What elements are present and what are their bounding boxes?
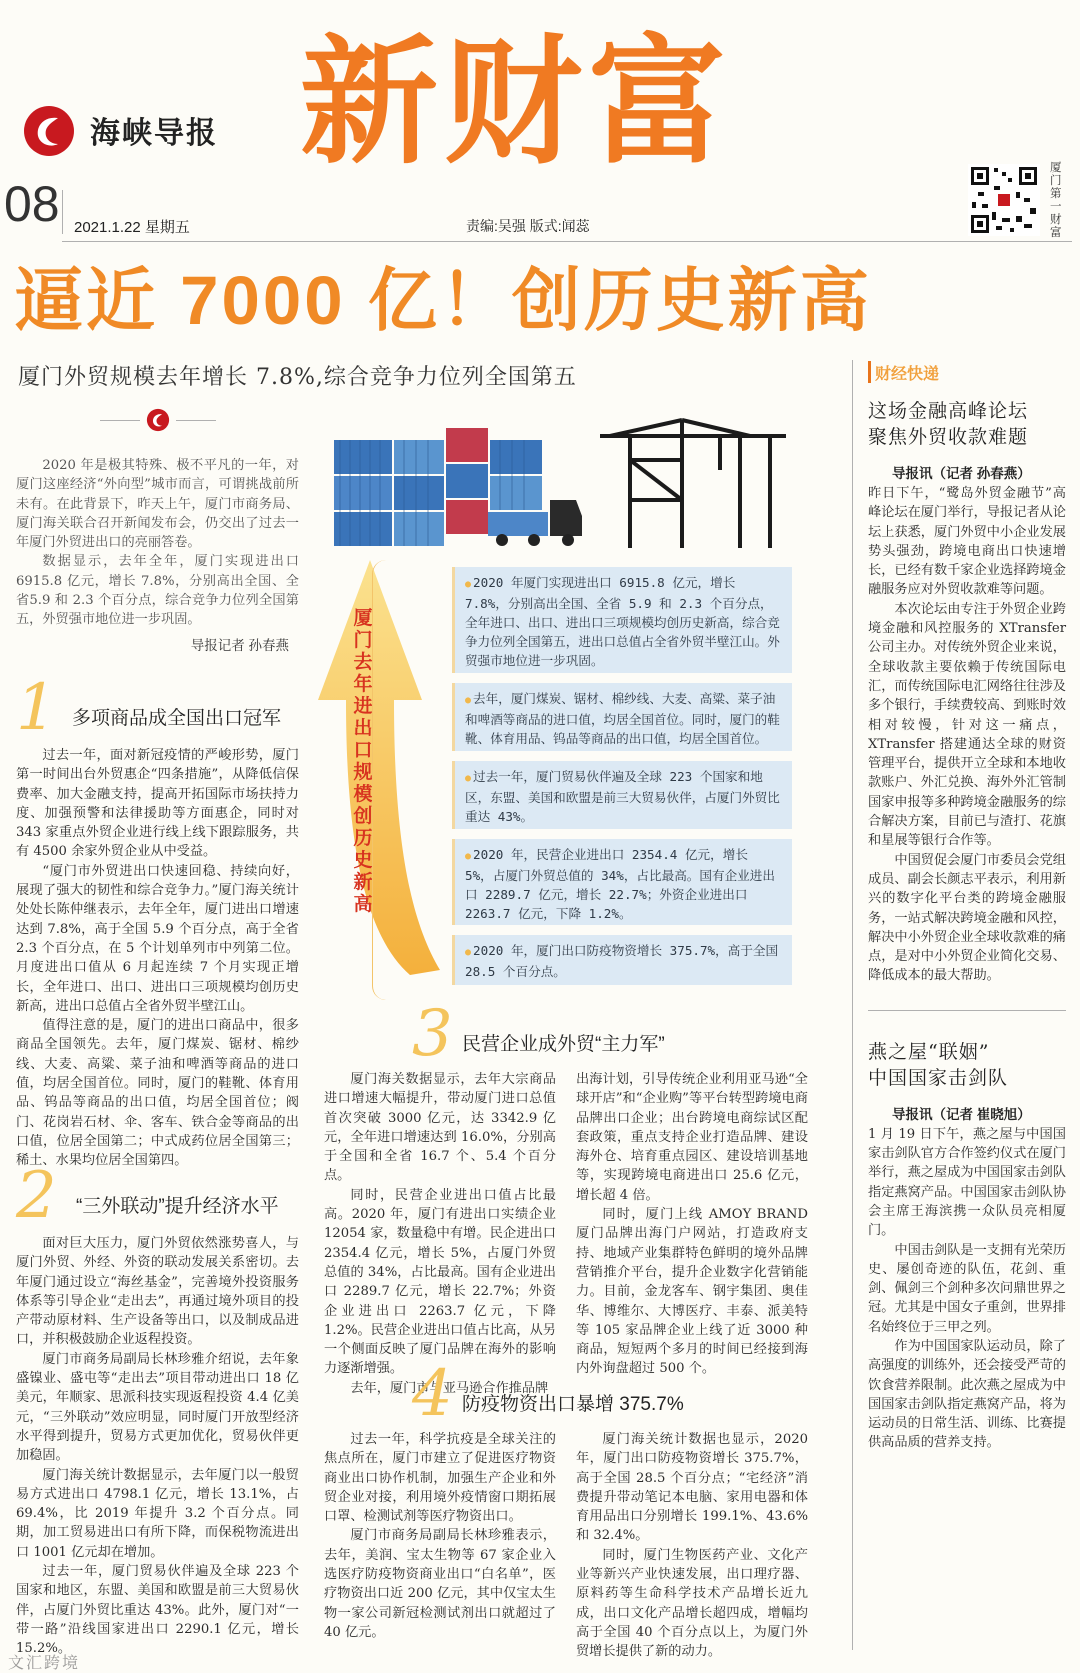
section-paragraph: 过去一年，厦门贸易伙伴遍及全球 223 个国家和地区，东盟、美国和欧盟是前三大贸易伙伴，占厦门外贸比重达 43%。此外，厦门对“一带一路”沿线国家进出口 2290.1 亿元，增长 15.2%。: [16, 1564, 299, 1657]
qr-caption: 厦门第一财富: [1050, 162, 1062, 239]
story-paragraph: 作为中国国家队运动员，除了高强度的训练外，还会接受严苛的饮食营养限制。此次燕之屋成为中国国家击剑队指定燕窝产品，将为运动员的日常生活、训练、比赛提供高品质的营养支持。: [868, 1338, 1066, 1451]
issue-date: 2021.1.22 星期五: [74, 219, 190, 236]
section-paragraph: 出海计划，引导传统企业利用亚马逊“全球开店”和“企业购”等平台转型跨境电商品牌出口企业；出台跨境电商综试区配套政策，重点支持企业打造品牌、建设海外仓、培育重点园区、建设培训基地等，实现跨境电商进出口 25.6 亿元，增长超 4 倍。: [576, 1072, 808, 1203]
sub-headline: 厦门外贸规模去年增长 7.8%,综合竞争力位列全国第五: [18, 365, 577, 390]
sidebar-rule: [852, 360, 853, 1650]
section-number: 3: [412, 997, 453, 1071]
fact-box: ● 2020 年，民营企业进出口 2354.4 亿元，增长 5%，占厦门外贸总值的 34%，占比最高。国有企业进出口 2289.7 亿元，增长 22.7%；外资企业进出口 2263.7 亿元，下降 1.2%。: [452, 839, 792, 925]
story-byline: 导报讯（记者 崔晓旭）: [892, 1106, 1031, 1122]
section-paragraph: 厦门海关统计数据显示，去年厦门以一般贸易方式进出口 4798.1 亿元，增长 13.1%，占 69.4%，比 2019 年提升 3.2 个百分点。同期，加工贸易进出口有所下降，而保税物流进出口 1001 亿元却在增加。: [16, 1467, 299, 1560]
brand-mark-icon: [146, 408, 170, 432]
crane-icon: [600, 420, 786, 548]
section-paragraph: 同时，厦门上线 AMOY BRAND 厦门品牌出海门户网站，打造政府支持、地域产业集群特色鲜明的境外品牌营销推介平台，提升企业数字化营销能力。目前，金龙客车、钢宇集团、奥佳华、博维尔、大博医疗、丰泰、派美特等 105 家品牌企业上线了近 3000 种商品，短短两个多月的时间已经接到海内外询盘超过 500 个。: [576, 1207, 808, 1377]
section-4: [324, 1357, 808, 1662]
story-paragraph: 本次论坛由专注于外贸企业跨境金融和风控服务的 XTransfer 公司主办。对传统外贸企业来说，全球收款主要依赖于传统国际电汇，而传统国际电汇网络往往涉及多个银行，手续费较高、到账时效相对较慢，针对这一痛点，XTransfer 搭建通达全球的财资管理平台，提供开立全球和本地收款账户、外汇兑换、海外外汇管制国家申报等多种跨境金融服务的综合解决方案，目前已与渣打、花旗和星展等银行合作等。: [868, 601, 1066, 849]
page-number: 08: [4, 176, 60, 232]
section-1: [16, 671, 299, 1171]
section-paragraph: 厦门市商务局副局长林珍雅表示，去年，美润、宝太生物等 67 家企业入选医疗防疫物资商业出口“白名单”，医疗物资出口近 200 亿元，其中仅宝太生物一家公司新冠检测试剂出口就超过了 40 亿元。: [324, 1528, 556, 1640]
story-byline: 导报讯（记者 孙春燕）: [892, 466, 1031, 481]
watermark: 文汇跨境: [8, 1655, 81, 1672]
section-paragraph: 厦门市商务局副局长林珍雅介绍说，去年象盛镍业、盛屯等“走出去”项目带动进出口 18 亿美元，年顺家、思派科技实现返程投资 4.4 亿美元，“三外联动”效应明显，同时厦门开放型经济水平得到提升，贸易方式更加优化，贸易伙伴更加稳固。: [16, 1351, 299, 1464]
section-paragraph: 过去一年，面对新冠疫情的严峻形势，厦门第一时间出台外贸惠企“四条措施”，从降低信保费率、加大金融支持，提高开拓国际市场扶持力度、加强预警和法律援助等方面惠企，同时对 343 家重点外贸企业进行线上线下跟踪服务，共有 4500 余家外贸企业从中受益。: [16, 748, 299, 860]
fact-box: ● 过去一年，厦门贸易伙伴遍及全球 223 个国家和地区，东盟、美国和欧盟是前三大贸易伙伴，占厦门外贸比重达 43%。: [452, 761, 792, 829]
port-illustration: [330, 400, 790, 550]
page-number-rule: [62, 190, 63, 234]
section-title: 多项商品成全国出口冠军: [72, 708, 282, 729]
section-paragraph: 过去一年，科学抗疫是全球关注的焦点所在，厦门市建立了促进医疗物资商业出口协作机制，加强生产企业和外贸企业对接，利用境外疫情窗口期拓展口罩、检测试剂等医疗物资出口。: [324, 1432, 556, 1525]
editors-credit: 责编:吴强 版式:闻蕊: [466, 218, 590, 234]
section-paragraph: 值得注意的是，厦门的进出口商品中，很多商品全国领先。去年，厦门煤炭、锯材、棉纱线、大麦、高粱、菜子油和啤酒等商品的进口值，均居全国首位。同时，厦门的鞋靴、体育用品、钨品等商品的出口值，均居全国首位；阀门、花岗岩石材、伞、客车、铁合金等商品的出口值，位居全国第二；中式成药位居全国第三；稀土、水果均位居全国第四。: [16, 1018, 299, 1169]
section-paragraph: 厦门海关统计数据也显示，2020 年，厦门出口防疫物资增长 375.7%，高于全国 28.5 个百分点；“宅经济”消费提升带动笔记本电脑、家用电器和体育用品出口分别增长 199.1%、43.6% 和 32.4%。: [576, 1432, 808, 1544]
story-title-line: 聚焦外贸收款难题: [868, 426, 1029, 448]
paper-logo-icon: [22, 104, 76, 158]
section-number: 1: [16, 671, 57, 745]
lead-paragraph-1: 2020 年是极其特殊、极不平凡的一年，对厦门这座经济“外向型”城市而言，可谓挑战前所未有。在此背景下，昨天上午，厦门市商务局、厦门海关联合召开新闻发布会，仍交出了过去一年厦门外贸进出口的亮丽答卷。: [16, 458, 299, 551]
story-title-line: 燕之屋“联姻”: [868, 1040, 990, 1063]
section-2: [16, 1159, 299, 1659]
main-headline: 逼近 7000 亿！创历史新高: [14, 262, 872, 339]
paper-name: 海峡导报: [90, 117, 218, 150]
sidebar-tag: 财经快递: [875, 365, 940, 383]
section-paragraph: 同时，民营企业进出口值占比最高。2020 年，厦门有进出口实绩企业 12054 家，数量稳中有增。民企进出口 2354.4 亿元，增长 5%，占厦门外贸总值的 34%，占比最高。国有企业进出口 2289.7 亿元，增长 22.7%；外资企业进出口 2263.7 亿元，下降 1.2%。民营企业进出口值占比高，从另一个侧面反映了厦门品牌在海外的影响力逐渐增强。: [324, 1187, 556, 1377]
story-paragraph: 昨日下午，“鹭岛外贸金融节”高峰论坛在厦门举行，导报记者从论坛上获悉，厦门外贸中小企业发展势头强劲，跨境电商出口快速增长，已经有数千家企业选择跨境金融服务应对外贸收款难等问题。: [868, 486, 1066, 598]
section-paragraph: 同时，厦门生物医药产业、文化产业等新兴产业快速发展，出口理疗器、原料药等生命科学技术产品增长近九成，出口文化产品增长超四成，增幅均高于全国 40 个百分点以上，为厦门外贸增长提供了新的动力。: [576, 1547, 808, 1660]
qr-code-icon: [968, 164, 1040, 236]
sidebar: [868, 356, 1066, 1453]
sidebar-story-divider: [868, 1010, 1066, 1011]
section-title: “三外联动”提升经济水平: [76, 1196, 279, 1217]
section-number: 4: [412, 1357, 453, 1431]
section-title: 民营企业成外贸“主力军”: [462, 1034, 665, 1055]
sidebar-tag-bar: [868, 361, 871, 383]
story-paragraph: 中国贸促会厦门市委员会党组成员、副会长颜志平表示，利用新兴的数字化平台类的跨境金融服务，一站式解决跨境金融和风控，解决中小外贸企业全球收款难的痛点，是对中小外贸企业简化交易、降低成本的最大帮助。: [868, 852, 1066, 984]
lead-block: [16, 456, 299, 654]
story-title-line: 中国国家击剑队: [868, 1066, 1009, 1089]
lead-rule-right: [176, 420, 216, 421]
fact-box: ● 去年，厦门煤炭、锯材、棉纱线、大麦、高粱、菜子油和啤酒等商品的进口值，均居全国首位。同时，厦门的鞋靴、体育用品、钨品等商品的出口值，均居全国首位。: [452, 683, 792, 751]
section-title: 防疫物资出口暴增 375.7%: [462, 1394, 684, 1415]
lead-rule-left: [100, 420, 140, 421]
section-paragraph: 面对巨大压力，厦门外贸依然涨势喜人，与厦门外贸、外经、外资的联动发展关系密切。去年厦门通过设立“海丝基金”，完善境外投资服务体系等引导企业“走出去”，再通过境外项目的投产带动原材料、生产设备等出口，以及制成品进口，并积极鼓励企业返程投资。: [16, 1236, 299, 1348]
masthead: [0, 0, 1080, 245]
section-number: 2: [16, 1159, 57, 1233]
masthead-rule: [62, 241, 1072, 242]
lead-paragraph-2: 数据显示，去年全年，厦门实现进出口6915.8 亿元，增长 7.8%，分别高出全国、全省5.9 和 2.3 个百分点，综合竞争力位列全国第五，外贸强市地位进一步巩固。: [16, 554, 299, 628]
fact-box: ● 2020 年厦门实现进出口 6915.8 亿元，增长 7.8%，分别高出全国、全省 5.9 和 2.3 个百分点，全年进口、出口、进出口三项规模均创历史新高，综合竞争力位列全国第五，进出口总值占全省外贸半壁江山。外贸强市地位进一步巩固。: [452, 567, 792, 673]
sidebar-story-2: [868, 1039, 1066, 1453]
arrow-caption: 厦门去年进出口规模创历史新高: [353, 608, 373, 915]
section-title: 新财富: [300, 20, 733, 183]
section-paragraph: 厦门海关数据显示，去年大宗商品进口增速大幅提升，带动厦门进口总值首次突破 3000 亿元，达 3342.9 亿元，全年进口增速达到 16.0%，分别高于全国和全省 16.7 个、5.4 个百分点。: [324, 1072, 556, 1184]
section-3: [324, 997, 808, 1398]
sidebar-story-1: [868, 398, 1066, 986]
story-title-line: 这场金融高峰论坛: [868, 400, 1029, 422]
graphic-boxes: [452, 567, 792, 985]
fact-box: ● 2020 年，厦门出口防疫物资增长 375.7%，高于全国 28.5 个百分点。: [452, 935, 792, 985]
section-paragraph: “厦门市外贸进出口快速回稳、持续向好，展现了强大的韧性和综合竞争力。”厦门海关统计处处长陈仲继表示，去年全年，厦门进出口增速达到 7.8%，高于全国 5.9 个百分点，高于全省 2.3 个百分点，在 5 个计划单列市中列第二位。月度进出口值从 6 月起连续 7 个月实现正增长，全年进口、出口、进出口三项规模均创历史新高，进出口总值占全省外贸半壁江山。: [16, 863, 299, 1014]
story-paragraph: 中国击剑队是一支拥有光荣历史、屡创奇迹的队伍，花剑、重剑、佩剑三个剑种多次问鼎世界之冠。尤其是中国女子重剑，世界排名始终位于三甲之列。: [868, 1242, 1066, 1335]
story-paragraph: 1 月 19 日下午，燕之屋与中国国家击剑队官方合作签约仪式在厦门举行，燕之屋成为中国国家击剑队指定燕窝产品。中国国家击剑队协会主席王海滨携一众队员亮相厦门。: [868, 1126, 1066, 1239]
lead-byline: 导报记者 孙春燕: [190, 637, 289, 653]
section-paragraph: 去年，厦门市与亚马逊合作推品牌: [350, 1380, 549, 1396]
